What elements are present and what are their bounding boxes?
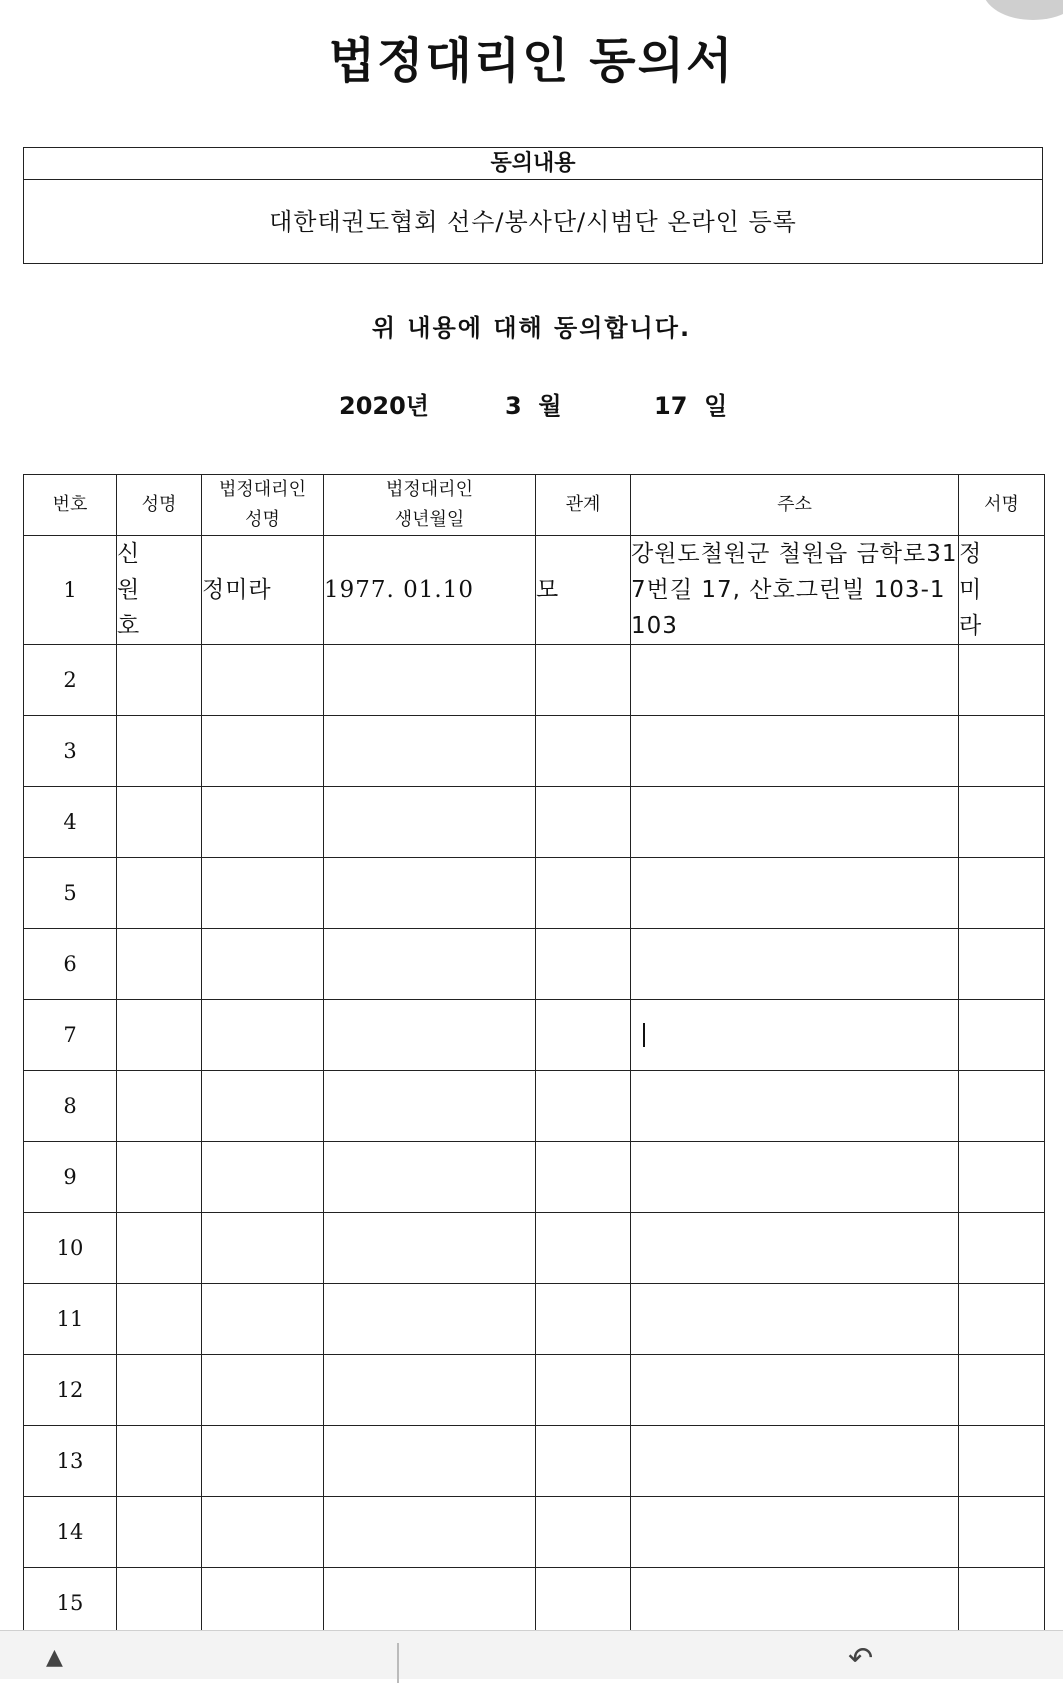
- row-rep-birth[interactable]: [324, 1426, 536, 1497]
- row-name[interactable]: [117, 1426, 202, 1497]
- row-rep-name[interactable]: [202, 1284, 324, 1355]
- row-rep-birth[interactable]: [324, 716, 536, 787]
- row-relation[interactable]: [536, 1426, 631, 1497]
- row-relation[interactable]: [536, 1284, 631, 1355]
- row-number: 7: [24, 1000, 117, 1071]
- date-year[interactable]: 2020년: [339, 392, 429, 420]
- row-address[interactable]: [631, 929, 959, 1000]
- row-relation[interactable]: [536, 716, 631, 787]
- row-signature[interactable]: [959, 1284, 1045, 1355]
- row-address[interactable]: [631, 1284, 959, 1355]
- row-rep-name[interactable]: [202, 858, 324, 929]
- row-signature[interactable]: [959, 1568, 1045, 1639]
- row-rep-name[interactable]: [202, 787, 324, 858]
- row-rep-name[interactable]: [202, 1071, 324, 1142]
- row-address[interactable]: [631, 858, 959, 929]
- row-number: 3: [24, 716, 117, 787]
- row-rep-birth[interactable]: [324, 929, 536, 1000]
- row-number: 13: [24, 1426, 117, 1497]
- text-cursor: [643, 1023, 645, 1047]
- row-name[interactable]: [117, 1568, 202, 1639]
- row-relation[interactable]: [536, 1142, 631, 1213]
- table-row: [24, 1497, 1045, 1568]
- row-relation[interactable]: [536, 787, 631, 858]
- row-address[interactable]: [631, 1355, 959, 1426]
- table-row: [24, 929, 1045, 1000]
- consent-body[interactable]: 대한태권도협회 선수/봉사단/시범단 온라인 등록: [269, 208, 797, 236]
- row-rep-birth[interactable]: [324, 1355, 536, 1426]
- row-address-active[interactable]: [631, 1000, 959, 1071]
- agreement-statement: 위 내용에 대해 동의합니다.: [371, 314, 692, 342]
- row-rep-name[interactable]: [202, 1000, 324, 1071]
- table-row: [24, 1142, 1045, 1213]
- row-relation[interactable]: 모: [536, 536, 631, 645]
- row-number: 15: [24, 1568, 117, 1639]
- row-relation[interactable]: [536, 645, 631, 716]
- table-row: [24, 1071, 1045, 1142]
- header-signature: 서명: [959, 475, 1045, 536]
- row-rep-name[interactable]: [202, 645, 324, 716]
- row-number: 10: [24, 1213, 117, 1284]
- row-signature[interactable]: 정 미 라: [959, 536, 1045, 645]
- row-signature[interactable]: [959, 929, 1045, 1000]
- bottom-toolbar: [0, 1630, 1063, 1679]
- header-rep-name: 법정대리인 성명: [202, 475, 324, 536]
- row-number: 6: [24, 929, 117, 1000]
- row-name[interactable]: [117, 1355, 202, 1426]
- row-relation[interactable]: [536, 858, 631, 929]
- toolbar-divider: [397, 1643, 399, 1683]
- row-address[interactable]: [631, 716, 959, 787]
- row-name[interactable]: [117, 1284, 202, 1355]
- row-rep-name[interactable]: [202, 1142, 324, 1213]
- row-signature[interactable]: [959, 858, 1045, 929]
- row-signature[interactable]: [959, 645, 1045, 716]
- row-address[interactable]: 강원도철원군 철원읍 금학로317번길 17, 산호그린빌 103-1103: [631, 536, 959, 645]
- row-rep-birth[interactable]: [324, 1284, 536, 1355]
- row-rep-name[interactable]: [202, 1426, 324, 1497]
- row-rep-birth[interactable]: 1977. 01.10: [324, 536, 536, 645]
- representative-table: [23, 474, 1045, 1639]
- row-rep-birth[interactable]: [324, 645, 536, 716]
- row-address[interactable]: [631, 645, 959, 716]
- table-row: [24, 1284, 1045, 1355]
- table-row: [24, 536, 1045, 645]
- row-relation[interactable]: [536, 1497, 631, 1568]
- table-row: [24, 1426, 1045, 1497]
- row-rep-birth[interactable]: [324, 1213, 536, 1284]
- row-number: 5: [24, 858, 117, 929]
- table-row: [24, 1568, 1045, 1639]
- row-rep-birth[interactable]: [324, 1142, 536, 1213]
- row-rep-birth[interactable]: [324, 1497, 536, 1568]
- row-number: 2: [24, 645, 117, 716]
- row-rep-birth[interactable]: [324, 858, 536, 929]
- row-name[interactable]: [117, 645, 202, 716]
- row-rep-name[interactable]: [202, 1355, 324, 1426]
- menu-icon[interactable]: ▲: [46, 1645, 63, 1670]
- row-name[interactable]: [117, 1213, 202, 1284]
- row-rep-birth[interactable]: [324, 1568, 536, 1639]
- row-address[interactable]: [631, 787, 959, 858]
- row-rep-name[interactable]: [202, 1497, 324, 1568]
- consent-header: 동의내용: [24, 148, 1042, 180]
- header-relation: 관계: [536, 475, 631, 536]
- consent-box: [23, 147, 1043, 264]
- floating-action-button[interactable]: [983, 0, 1063, 20]
- row-address[interactable]: [631, 1568, 959, 1639]
- row-relation[interactable]: [536, 1355, 631, 1426]
- row-signature[interactable]: [959, 1071, 1045, 1142]
- row-address[interactable]: [631, 1142, 959, 1213]
- header-number: 번호: [24, 475, 117, 536]
- row-signature[interactable]: [959, 716, 1045, 787]
- row-signature[interactable]: [959, 1497, 1045, 1568]
- header-name: 성명: [117, 475, 202, 536]
- row-relation[interactable]: [536, 1568, 631, 1639]
- row-name[interactable]: [117, 1142, 202, 1213]
- row-name[interactable]: [117, 1497, 202, 1568]
- row-rep-name[interactable]: [202, 1213, 324, 1284]
- table-row: [24, 1000, 1045, 1071]
- row-address[interactable]: [631, 1071, 959, 1142]
- row-address[interactable]: [631, 1497, 959, 1568]
- table-row: [24, 1355, 1045, 1426]
- row-number: 14: [24, 1497, 117, 1568]
- row-relation[interactable]: [536, 1000, 631, 1071]
- header-address: 주소: [631, 475, 959, 536]
- row-name[interactable]: [117, 716, 202, 787]
- row-rep-birth[interactable]: [324, 787, 536, 858]
- row-rep-name[interactable]: [202, 929, 324, 1000]
- row-rep-birth[interactable]: [324, 1000, 536, 1071]
- undo-icon[interactable]: ↶: [848, 1641, 874, 1676]
- page-title: 법정대리인 동의서: [328, 33, 735, 89]
- row-rep-name[interactable]: [202, 716, 324, 787]
- row-address[interactable]: [631, 1213, 959, 1284]
- row-name[interactable]: [117, 858, 202, 929]
- row-name[interactable]: 신 원 호: [117, 536, 202, 645]
- row-name[interactable]: [117, 1000, 202, 1071]
- row-name[interactable]: [117, 1071, 202, 1142]
- row-signature[interactable]: [959, 1213, 1045, 1284]
- row-name[interactable]: [117, 929, 202, 1000]
- row-number: 4: [24, 787, 117, 858]
- row-number: 9: [24, 1142, 117, 1213]
- row-rep-birth[interactable]: [324, 1071, 536, 1142]
- row-relation[interactable]: [536, 1071, 631, 1142]
- row-signature[interactable]: [959, 787, 1045, 858]
- row-rep-name[interactable]: [202, 1568, 324, 1639]
- row-signature[interactable]: [959, 1426, 1045, 1497]
- table-row: [24, 858, 1045, 929]
- table-header-row: [24, 475, 1045, 536]
- row-number: 8: [24, 1071, 117, 1142]
- date-day[interactable]: 17 일: [654, 392, 728, 420]
- date-month[interactable]: 3 월: [505, 392, 562, 420]
- header-rep-birth: 법정대리인 생년월일: [324, 475, 536, 536]
- row-signature[interactable]: [959, 1355, 1045, 1426]
- row-relation[interactable]: [536, 929, 631, 1000]
- table-row: [24, 716, 1045, 787]
- row-signature[interactable]: [959, 1000, 1045, 1071]
- row-number: 1: [24, 536, 117, 645]
- row-number: 12: [24, 1355, 117, 1426]
- table-row: [24, 645, 1045, 716]
- row-name[interactable]: [117, 787, 202, 858]
- row-number: 11: [24, 1284, 117, 1355]
- row-relation[interactable]: [536, 1213, 631, 1284]
- row-address[interactable]: [631, 1426, 959, 1497]
- table-row: [24, 1213, 1045, 1284]
- table-row: [24, 787, 1045, 858]
- row-signature[interactable]: [959, 1142, 1045, 1213]
- row-rep-name[interactable]: 정미라: [202, 536, 324, 645]
